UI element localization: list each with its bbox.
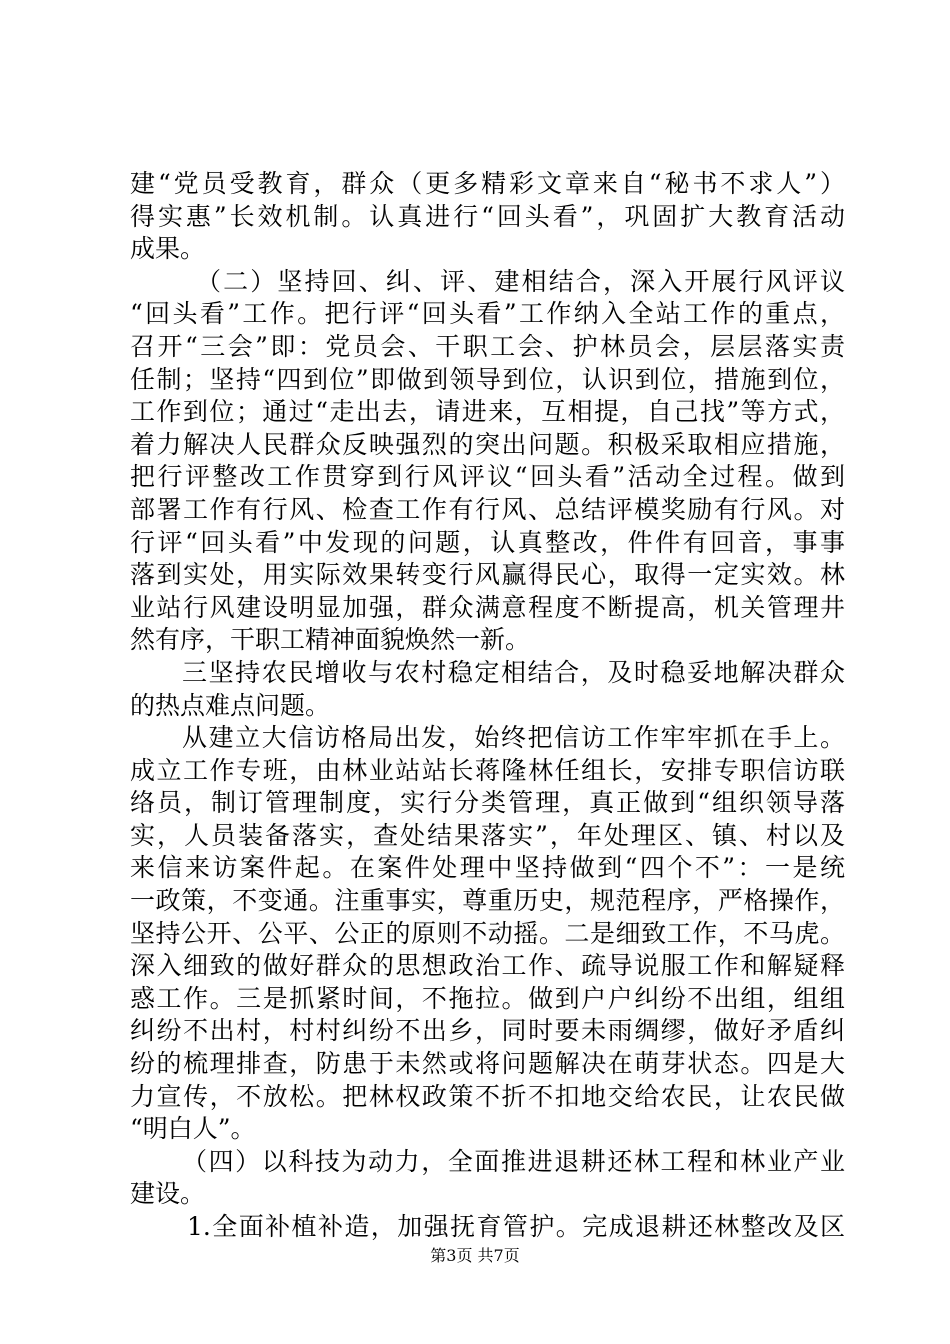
text-line: 业站行风建设明显加强，群众满意程度不断提高，机关管理井 xyxy=(130,592,845,622)
document-body xyxy=(130,168,845,1244)
text-line: 行评“回头看”中发现的问题，认真整改，件件有回音，事事 xyxy=(130,527,845,557)
text-line: 的热点难点问题。 xyxy=(130,690,331,720)
text-line: 从建立大信访格局出发，始终把信访工作牢牢抓在手上。 xyxy=(182,723,845,753)
text-line: 坚持公开、公平、公正的原则不动摇。二是细致工作，不马虎。 xyxy=(130,918,845,948)
text-line: 然有序，干职工精神面貌焕然一新。 xyxy=(130,625,531,655)
text-line: 工作到位；通过“走出去，请进来，互相提，自己找”等方式， xyxy=(130,397,845,427)
text-line: 1.全面补植补造，加强抚育管护。完成退耕还林整改及区 xyxy=(187,1212,845,1241)
text-line: “明白人”。 xyxy=(130,1114,256,1144)
text-line: 建“党员受教育，群众（更多精彩文章来自“秘书不求人”） xyxy=(130,169,845,198)
text-line: 着力解决人民群众反映强烈的突出问题。积极采取相应措施， xyxy=(130,429,845,459)
text-line: 一政策，不变通。注重事实，尊重历史，规范程序，严格操作， xyxy=(130,886,845,916)
text-line: （四）以科技为动力，全面推进退耕还林工程和林业产业 xyxy=(182,1146,845,1176)
text-line: “回头看”工作。把行评“回头看”工作纳入全站工作的重点， xyxy=(130,299,845,329)
text-line: 络员，制订管理制度，实行分类管理，真正做到“组织领导落 xyxy=(130,788,845,818)
text-line: 落到实处，用实际效果转变行风赢得民心，取得一定实效。林 xyxy=(130,560,845,590)
text-line: （二）坚持回、纠、评、建相结合，深入开展行风评议 xyxy=(196,266,845,296)
text-line: 力宣传，不放松。把林权政策不折不扣地交给农民，让农民做 xyxy=(130,1081,845,1111)
text-line: 召开“三会”即：党员会、干职工会、护林员会，层层落实责 xyxy=(130,331,845,361)
text-line: 纠纷不出村，村村纠纷不出乡，同时要未雨绸缪，做好矛盾纠 xyxy=(130,1016,845,1046)
text-line: 纷的梳理排查，防患于未然或将问题解决在萌芽状态。四是大 xyxy=(130,1049,845,1079)
text-line: 任制；坚持“四到位”即做到领导到位，认识到位，措施到位， xyxy=(130,364,845,394)
text-line: 深入细致的做好群众的思想政治工作、疏导说服工作和解疑释 xyxy=(130,951,845,981)
text-line: 部署工作有行风、检查工作有行风、总结评模奖励有行风。对 xyxy=(130,494,845,524)
text-line: 得实惠”长效机制。认真进行“回头看”，巩固扩大教育活动 xyxy=(130,201,845,231)
text-line: 建设。 xyxy=(130,1179,206,1209)
text-line: 惑工作。三是抓紧时间，不拖拉。做到户户纠纷不出组，组组 xyxy=(130,983,845,1013)
text-line: 成立工作专班，由林业站站长蒋隆林任组长，安排专职信访联 xyxy=(130,755,845,785)
text-line: 把行评整改工作贯穿到行风评议“回头看”活动全过程。做到 xyxy=(130,462,845,492)
page-footer: 第3页 共7页 xyxy=(430,1246,520,1265)
text-line: 三坚持农民增收与农村稳定相结合，及时稳妥地解决群众 xyxy=(182,657,845,687)
text-line: 来信来访案件起。在案件处理中坚持做到“四个不”：一是统 xyxy=(130,853,845,883)
text-line: 实，人员装备落实，查处结果落实”，年处理区、镇、村以及 xyxy=(130,820,845,850)
text-line: 成果。 xyxy=(130,234,206,264)
